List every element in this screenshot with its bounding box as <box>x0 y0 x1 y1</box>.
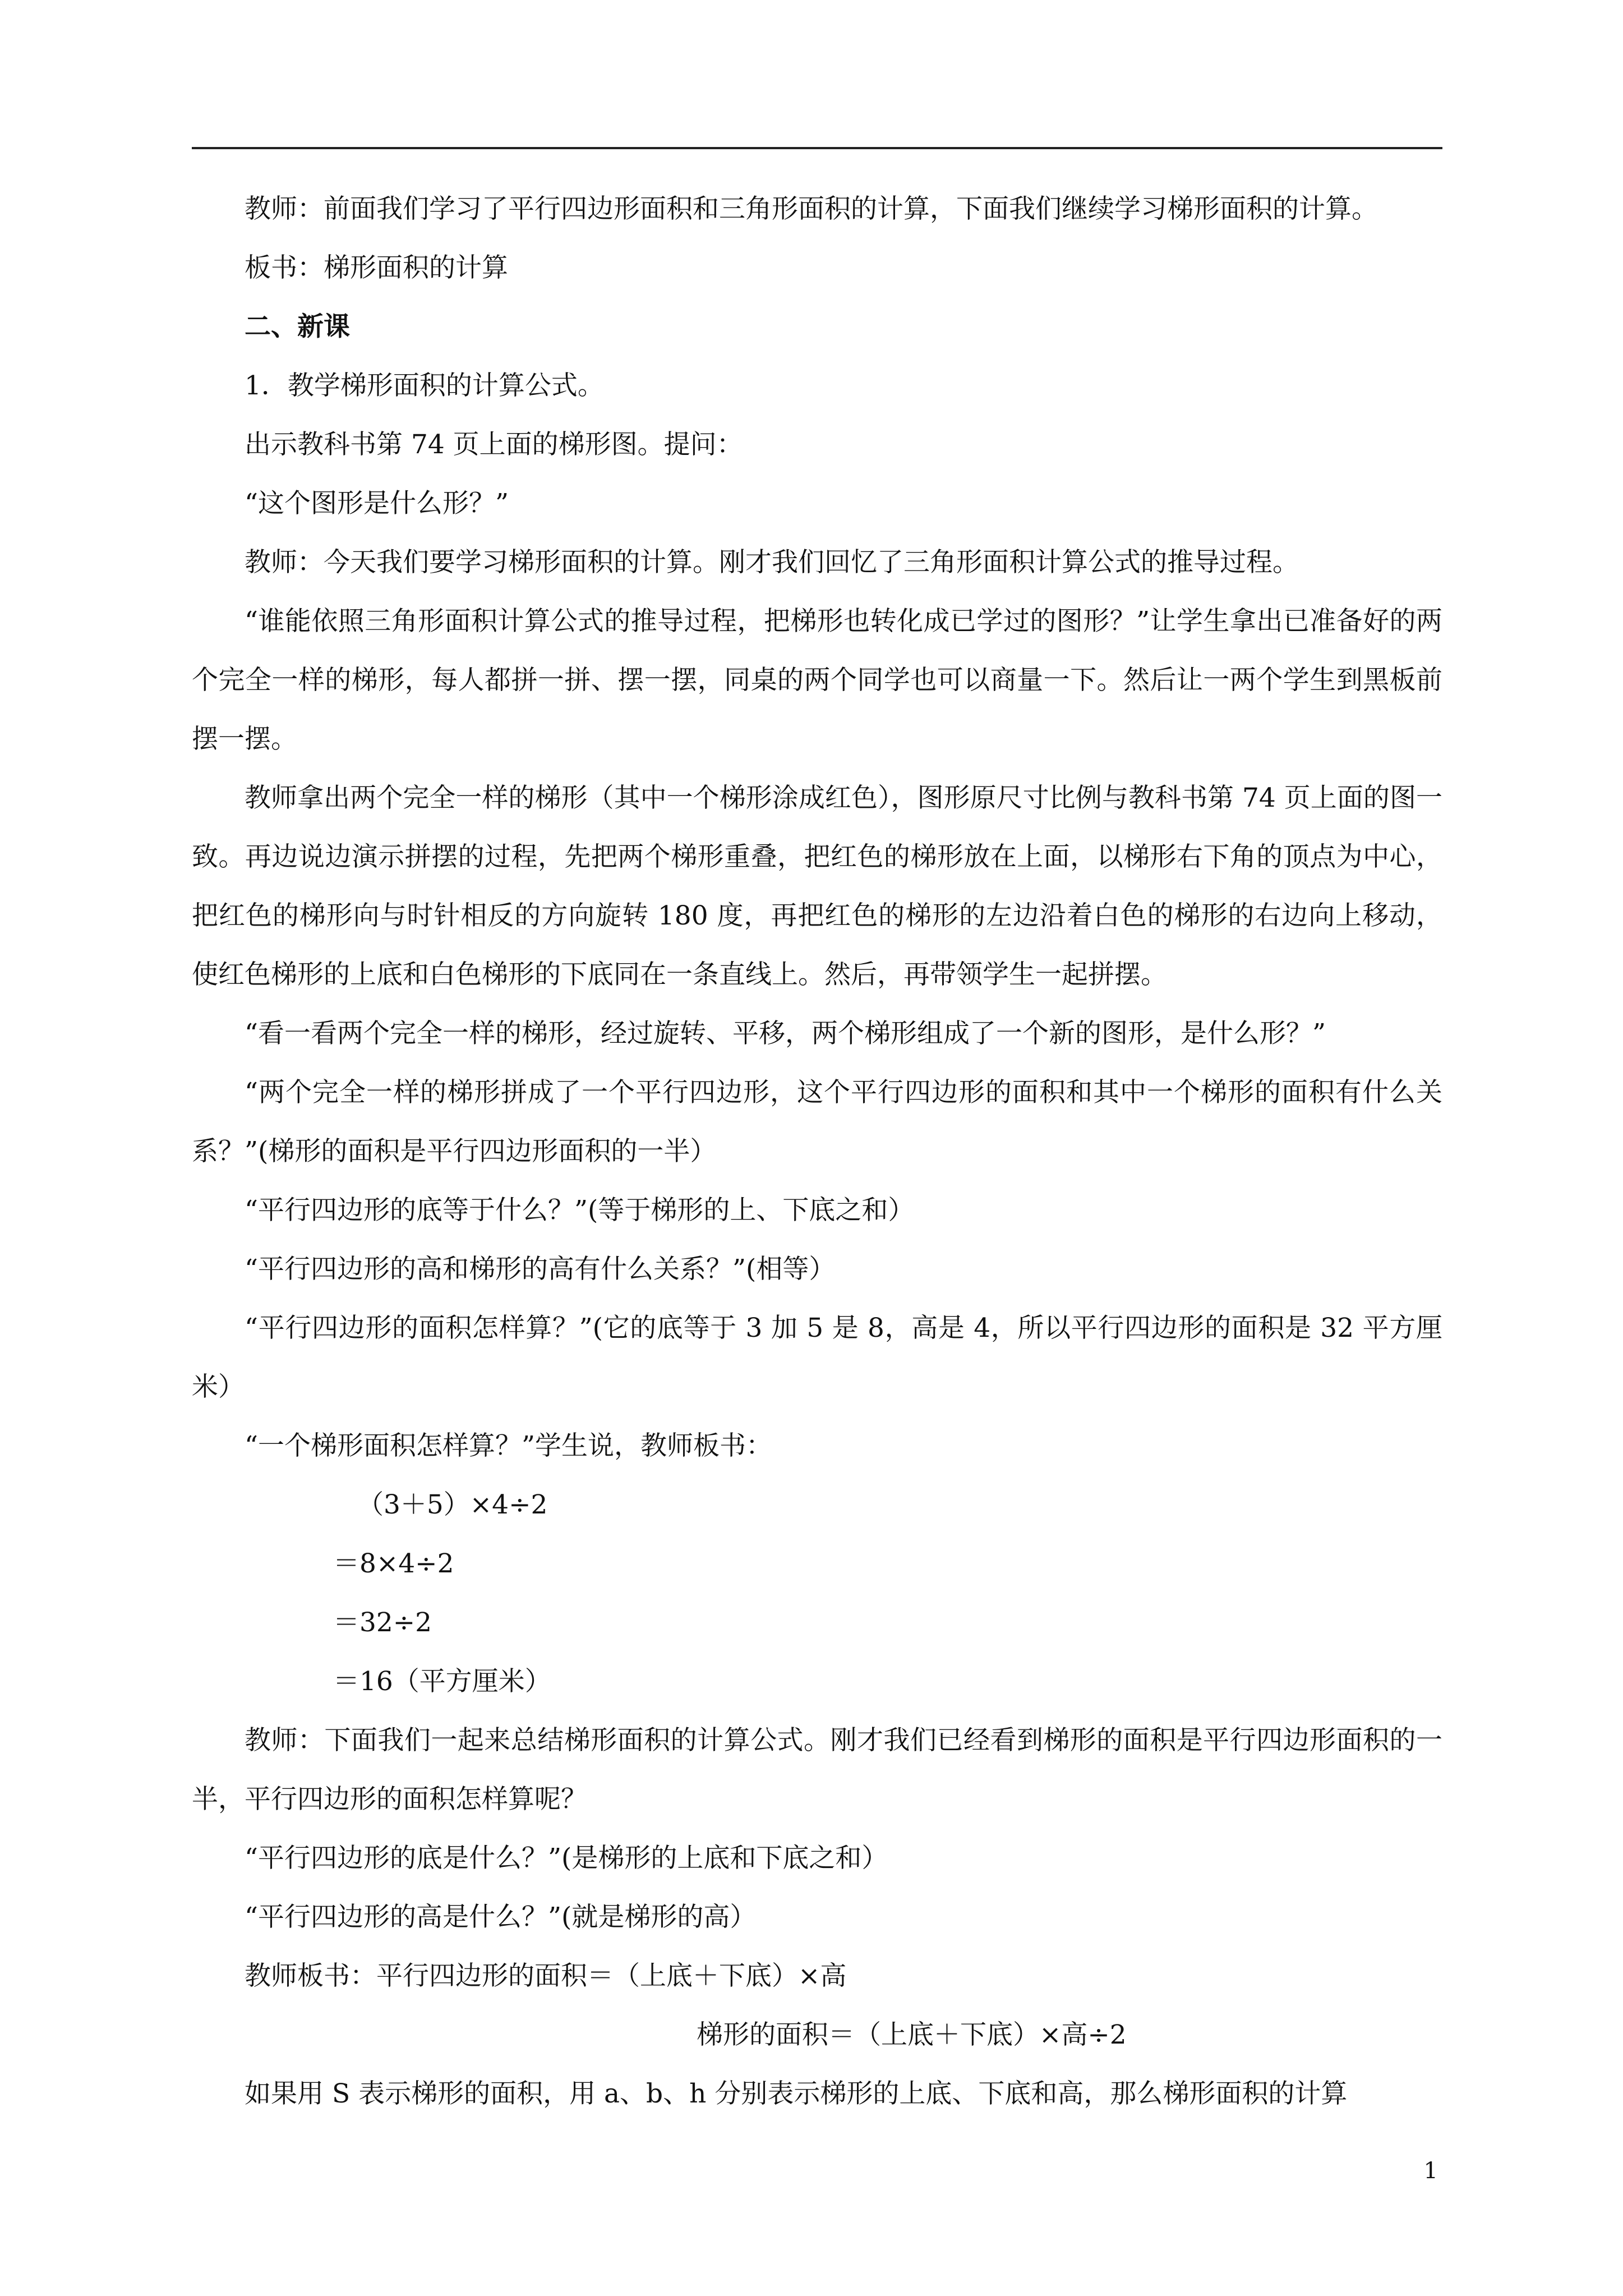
paragraph-item-1: 1．教学梯形面积的计算公式。 <box>245 370 604 401</box>
paragraph-show-figure: 出示教科书第 74 页上面的梯形图。提问： <box>245 429 743 460</box>
paragraph-question-shape: “这个图形是什么形？” <box>245 488 509 519</box>
paragraph-demonstration: 教师拿出两个完全一样的梯形（其中一个梯形涂成红色），图形原尺寸比例与教科书第 74 页上面的图一致。再边说边演示拼摆的过程，先把两个梯形重叠，把红色的梯形放在上面，以梯形右下角的顶点为中心，把红色的梯形向与时针相反的方向旋转 180 度，再把红色的梯形的左边沿着白色的梯形的右边向上移动，使红色梯形的上底和白色梯形的下底同在一条直线上。然后，再带领学生一起拼摆。 <box>192 783 1442 990</box>
calculation-line: ＝16（平方厘米） <box>333 1666 551 1697</box>
trapezoid-formula: 梯形的面积＝（上底＋下底）×高÷2 <box>697 2019 1127 2050</box>
calculation-line: ＝32÷2 <box>333 1607 432 1638</box>
paragraph-height-question: “平行四边形的高是什么？”(就是梯形的高） <box>245 1902 757 1932</box>
page-number: 1 <box>1423 2158 1438 2184</box>
section-heading-new-lesson: 二、新课 <box>245 311 350 342</box>
paragraph-board-formula: 教师板书：平行四边形的面积＝（上底＋下底）×高 <box>245 1961 847 1991</box>
paragraph-symbols: 如果用 S 表示梯形的面积，用 a、b、h 分别表示梯形的上底、下底和高，那么梯形面积的计算 <box>245 2078 1348 2109</box>
calculation-line: （3＋5）×4÷2 <box>357 1489 548 1520</box>
paragraph-board-title: 板书：梯形面积的计算 <box>245 252 508 283</box>
paragraph-transform: “谁能依照三角形面积计算公式的推导过程，把梯形也转化成已学过的图形？”让学生拿出已准备好的两个完全一样的梯形，每人都拼一拼、摆一摆，同桌的两个同学也可以商量一下。然后让一两个学生到黑板前摆一摆。 <box>192 606 1442 754</box>
paragraph-trapezoid-area-question: “一个梯形面积怎样算？”学生说，教师板书： <box>245 1430 773 1461</box>
paragraph-summary: 教师：下面我们一起来总结梯形面积的计算公式。刚才我们已经看到梯形的面积是平行四边形面积的一半，平行四边形的面积怎样算呢？ <box>192 1725 1442 1815</box>
paragraph-teacher-today: 教师：今天我们要学习梯形面积的计算。刚才我们回忆了三角形面积计算公式的推导过程。 <box>245 547 1299 578</box>
header-rule <box>192 147 1442 149</box>
calculation-line: ＝8×4÷2 <box>333 1548 454 1579</box>
document-body <box>192 180 1442 2123</box>
paragraph-height: “平行四边形的高和梯形的高有什么关系？”(相等） <box>245 1254 836 1285</box>
paragraph-area-relation: “两个完全一样的梯形拼成了一个平行四边形，这个平行四边形的面积和其中一个梯形的面积有什么关系？”(梯形的面积是平行四边形面积的一半） <box>192 1077 1442 1167</box>
paragraph-new-shape: “看一看两个完全一样的梯形，经过旋转、平移，两个梯形组成了一个新的图形，是什么形？” <box>245 1018 1326 1049</box>
paragraph-intro: 教师：前面我们学习了平行四边形面积和三角形面积的计算，下面我们继续学习梯形面积的计算。 <box>245 194 1378 224</box>
paragraph-parallelogram-area: “平行四边形的面积怎样算？”(它的底等于 3 加 5 是 8，高是 4，所以平行四边形的面积是 32 平方厘米） <box>192 1313 1442 1402</box>
paragraph-base: “平行四边形的底等于什么？”(等于梯形的上、下底之和） <box>245 1195 915 1226</box>
paragraph-base-question: “平行四边形的底是什么？”(是梯形的上底和下底之和） <box>245 1843 888 1874</box>
